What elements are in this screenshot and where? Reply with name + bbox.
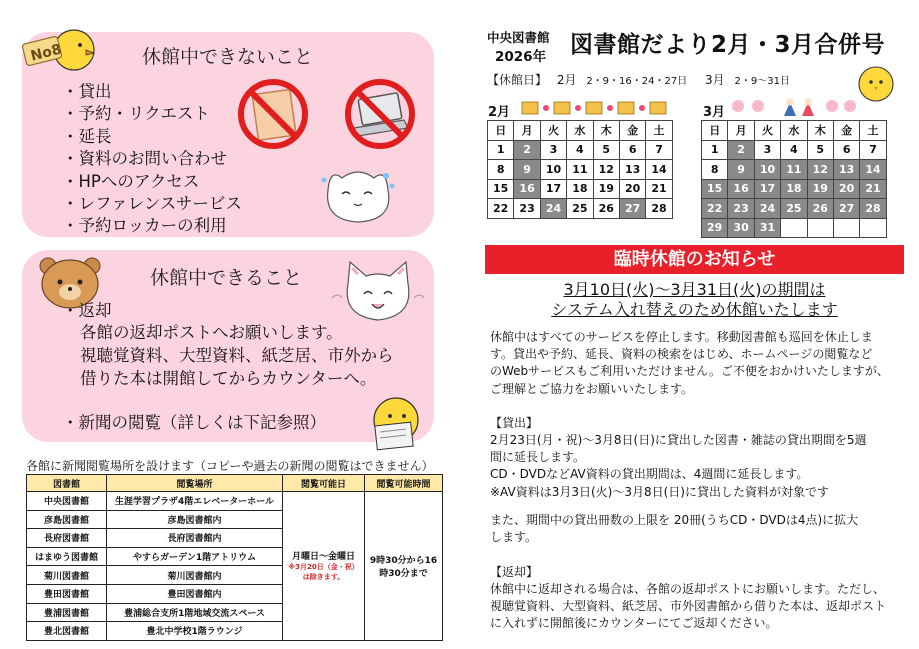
calendar-weekday: 金 [619, 121, 645, 141]
calendar-day: 28 [646, 199, 672, 219]
calendar-day: 10 [754, 160, 780, 180]
table-cell-library: 彦島図書館 [27, 510, 107, 529]
calendar-day: 2 [514, 140, 540, 160]
open-services-return [62, 300, 112, 322]
lending-details [490, 432, 906, 501]
calendar-day: 1 [702, 140, 728, 160]
paragraph-line: す。貸出や予約、延長、資料の検索をはじめ、ホームページの閲覧など [490, 347, 873, 362]
calendar-day: 25 [567, 199, 593, 219]
newsletter-title: 図書館だより2月・3月合併号 [570, 32, 886, 58]
closed-service-item: ・ 延長 [62, 126, 242, 148]
paragraph-line: 休館中に返却される場合は、各館の返却ポストにお願いします。ただし、 [490, 582, 886, 596]
feb-calendar-label: 2月 [488, 105, 511, 120]
calendar-weekday: 水 [567, 121, 593, 141]
table-cell-library: 中央図書館 [27, 492, 107, 511]
calendar-day: 1 [488, 140, 514, 160]
calendar-day: 24 [754, 199, 780, 219]
calendar-day: 27 [833, 199, 859, 219]
calendar-day: 16 [728, 179, 754, 199]
calendar-day: 20 [619, 179, 645, 199]
return-instruction-line: 借りた本は開館してからカウンターへ。 [80, 368, 377, 388]
closed-service-item: ・ 資料のお問い合わせ [62, 148, 242, 170]
hina-dolls-icon [728, 96, 858, 118]
table-cell-place: 長府図書館内 [107, 529, 283, 548]
calendar-day: 9 [728, 160, 754, 180]
calendar-day: 12 [807, 160, 833, 180]
table-row [27, 492, 443, 511]
calendar-day: 23 [728, 199, 754, 219]
calendar-weekday: 火 [540, 121, 566, 141]
table-cell-hours: 9時30分から16時30分まで [365, 492, 443, 641]
notice-banner: 臨時休館のお知らせ [485, 245, 904, 274]
calendar-day: 2 [728, 140, 754, 160]
calendar-day: 17 [754, 179, 780, 199]
calendar-day: 20 [833, 179, 859, 199]
calendar-day: 11 [567, 160, 593, 180]
mar-closed-days: 2・9～31日 [734, 76, 790, 87]
library-name: 中央図書館 [487, 30, 550, 45]
calendar-day: 16 [514, 179, 540, 199]
calendar-day: 7 [860, 140, 886, 160]
calendar-day: 4 [567, 140, 593, 160]
notice-headline [485, 280, 904, 320]
table-cell-library: 長府図書館 [27, 529, 107, 548]
closed-service-item: ・ 予約・リクエスト [62, 103, 242, 125]
calendar-day: 15 [488, 179, 514, 199]
chick-icon [852, 62, 898, 104]
return-instructions [80, 322, 394, 390]
chick-reading-newspaper-icon [362, 394, 426, 454]
calendar-day: 19 [593, 179, 619, 199]
open-services-newspaper [62, 412, 326, 434]
table-cell-library: 菊川図書館 [27, 566, 107, 585]
calendar-week [702, 140, 887, 160]
calendar-day: 13 [619, 160, 645, 180]
notice-intro [490, 329, 906, 398]
paragraph-line: また、期間中の貸出冊数の上限を 20冊(うちCD・DVDは4点)に拡大 [490, 513, 859, 527]
paragraph-line: のWebサービスもご利用いただけません。ご不便をおかけいたしますが、 [490, 364, 889, 379]
calendar-day: 5 [593, 140, 619, 160]
calendar-day: 9 [514, 160, 540, 180]
paragraph-line: 間に延長します。 [490, 450, 586, 465]
feb-calendar [487, 120, 673, 219]
mar-calendar-label: 3月 [703, 105, 726, 120]
paragraph-line: 視聴覚資料、大型資料、紙芝居、市外図書館から借りた本は、返却ポスト [490, 599, 887, 614]
calendar-day: 15 [702, 179, 728, 199]
calendar-day: 19 [807, 179, 833, 199]
table-cell-place: 彦島図書館内 [107, 510, 283, 529]
newspaper-caption: 各館に新聞閲覧場所を設けます（コピーや過去の新聞の閲覧はできません） [26, 459, 434, 473]
table-header: 閲覧可能時間 [365, 475, 443, 492]
calendar-day: 14 [860, 160, 886, 180]
calendar-day: 23 [514, 199, 540, 219]
open-services-title: 休館中できること [150, 267, 303, 289]
paragraph-line: 休館中はすべてのサービスを停止します。移動図書館も巡回を休止しま [490, 330, 873, 344]
calendar-weekday-row [702, 121, 887, 141]
calendar-day: 10 [540, 160, 566, 180]
calendar-day: 18 [781, 179, 807, 199]
newspaper-item: ・ 新聞の閲覧（詳しくは下記参照） [62, 412, 326, 434]
table-cell-place: 豊田図書館内 [107, 584, 283, 603]
calendar-day: 18 [567, 179, 593, 199]
return-heading: 【返却】 [490, 565, 539, 579]
return-instruction-line: 視聴覚資料、大型資料、紙芝居、市外から [80, 345, 394, 365]
calendar-week [702, 160, 887, 180]
closed-service-item: ・ レファレンスサービス [62, 193, 242, 215]
issue-year: 2026年 [495, 49, 547, 65]
return-details [490, 581, 906, 633]
notice-headline-line: システム入れ替えのため休館いたします [551, 300, 838, 319]
mar-calendar [701, 120, 887, 238]
table-cell-place: 豊北中学校1階ラウンジ [107, 622, 283, 641]
calendar-day: 27 [619, 199, 645, 219]
calendar-day: 3 [754, 140, 780, 160]
paragraph-line: 2月23日(月・祝)～3月8日(日)に貸出した図書・雑誌の貸出期間を5週 [490, 433, 867, 447]
lending-limit [490, 512, 906, 546]
table-cell-library: はまゆう図書館 [27, 547, 107, 566]
paragraph-line: CD・DVDなどAV資料の貸出期間は、4週間に延長します。 [490, 467, 809, 482]
calendar-day: 31 [754, 218, 780, 238]
return-item: ・ 返却 [62, 300, 112, 322]
calendar-week [702, 179, 887, 199]
table-cell-library: 豊浦図書館 [27, 603, 107, 622]
feb-label: 2月 [556, 73, 577, 87]
calendar-weekday: 月 [728, 121, 754, 141]
feb-closed-days: 2・9・16・24・27日 [586, 76, 688, 87]
calendar-day: 30 [728, 218, 754, 238]
table-cell-place: やすらガーデン1階アトリウム [107, 547, 283, 566]
calendar-day: 6 [619, 140, 645, 160]
calendar-day: 26 [593, 199, 619, 219]
calendar-day: 6 [833, 140, 859, 160]
calendar-week [702, 199, 887, 219]
lending-heading: 【貸出】 [490, 416, 539, 430]
closed-service-item: ・ 貸出 [62, 81, 242, 103]
calendar-weekday: 月 [514, 121, 540, 141]
badge-text: No8 [29, 41, 64, 65]
calendar-week [702, 218, 887, 238]
table-cell-place: 生涯学習プラザ4階エレベーターホール [107, 492, 283, 511]
calendar-day [781, 218, 807, 238]
closed-services-list [62, 81, 242, 238]
calendar-weekday: 土 [860, 121, 886, 141]
no-book-icon [235, 78, 311, 150]
calendar-weekday: 土 [646, 121, 672, 141]
paragraph-line: します。 [490, 530, 538, 545]
table-cell-library: 豊北図書館 [27, 622, 107, 641]
days-note: ※3月20日（金・祝）は除きます。 [288, 563, 359, 582]
table-cell-library: 豊田図書館 [27, 584, 107, 603]
return-instruction-line: 各館の返却ポストへお願いします。 [80, 323, 343, 342]
days-text: 月曜日～金曜日 [291, 552, 355, 563]
calendar-weekday: 金 [833, 121, 859, 141]
chick-badge-icon [18, 22, 98, 74]
calendar-day: 7 [646, 140, 672, 160]
paragraph-line: に入れずに開館後にカウンターにてご返却ください。 [490, 616, 778, 631]
closed-service-item: ・ 予約ロッカーの利用 [62, 215, 242, 237]
calendar-week [488, 140, 673, 160]
calendar-day: 8 [702, 160, 728, 180]
paragraph-line: ※AV資料は3月3日(火)～3月8日(日)に貸出した資料が対象です [490, 484, 829, 499]
calendar-weekday: 火 [754, 121, 780, 141]
table-cell-days [283, 492, 365, 641]
calendar-day: 5 [807, 140, 833, 160]
calendar-day: 28 [860, 199, 886, 219]
no-laptop-icon [342, 78, 418, 150]
calendar-week [488, 179, 673, 199]
calendar-day [833, 218, 859, 238]
calendar-day: 22 [488, 199, 514, 219]
calendar-day: 14 [646, 160, 672, 180]
notice-headline-line: 3月10日(火)～3月31日(火)の期間は [563, 280, 826, 299]
table-cell-place: 豊浦総合支所1階地域交流スペース [107, 603, 283, 622]
calendar-weekday: 木 [593, 121, 619, 141]
closed-services-title: 休館中できないこと [142, 46, 314, 68]
calendar-day: 21 [860, 179, 886, 199]
calendar-day: 25 [781, 199, 807, 219]
calendar-day: 3 [540, 140, 566, 160]
calendar-day: 17 [540, 179, 566, 199]
paragraph-line: ご理解とご協力をお願いいたします。 [490, 381, 694, 396]
calendar-day: 21 [646, 179, 672, 199]
gift-boxes-icon [520, 98, 670, 116]
calendar-day: 13 [833, 160, 859, 180]
calendar-day: 8 [488, 160, 514, 180]
newspaper-table [26, 474, 443, 641]
calendar-day: 12 [593, 160, 619, 180]
closed-days-line [487, 71, 796, 88]
calendar-weekday: 日 [488, 121, 514, 141]
calendar-week [488, 199, 673, 219]
calendar-day [860, 218, 886, 238]
crying-cat-icon [318, 160, 402, 230]
calendar-day: 11 [781, 160, 807, 180]
calendar-day: 22 [702, 199, 728, 219]
table-header: 閲覧可能日 [283, 475, 365, 492]
calendar-day: 29 [702, 218, 728, 238]
table-header: 図書館 [27, 475, 107, 492]
closed-days-label: 【休館日】 [487, 73, 548, 87]
calendar-day [807, 218, 833, 238]
table-cell-place: 菊川図書館内 [107, 566, 283, 585]
calendar-weekday: 水 [781, 121, 807, 141]
mar-label: 3月 [705, 73, 725, 87]
calendar-weekday-row [488, 121, 673, 141]
calendar-weekday: 日 [702, 121, 728, 141]
table-header: 閲覧場所 [107, 475, 283, 492]
calendar-day: 24 [540, 199, 566, 219]
calendar-day: 26 [807, 199, 833, 219]
calendar-week [488, 160, 673, 180]
closed-service-item: ・ HPへのアクセス [62, 171, 242, 193]
calendar-day: 4 [781, 140, 807, 160]
calendar-weekday: 木 [807, 121, 833, 141]
